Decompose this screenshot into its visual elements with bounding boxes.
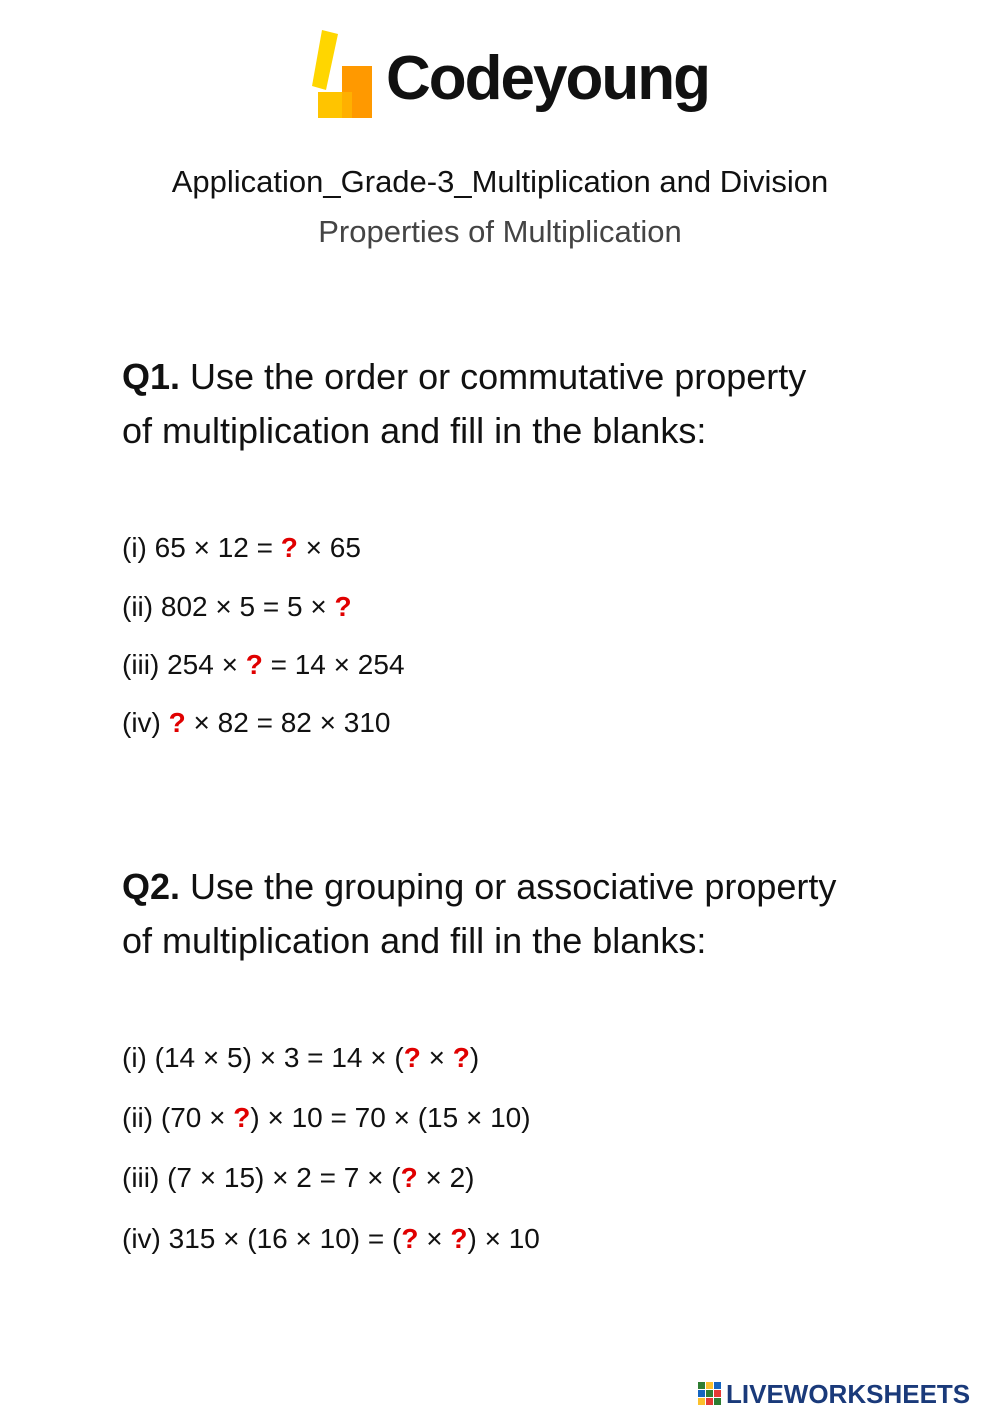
question-2 xyxy=(122,860,842,968)
q1-item-2-part: (ii) 802 × 5 = 5 × xyxy=(122,591,335,622)
question-2-text: Use the grouping or associative property of multiplication and fill in the blanks: xyxy=(122,866,837,961)
liveworksheets-grid-icon xyxy=(698,1382,722,1406)
blank[interactable]: ? xyxy=(400,1162,418,1193)
blank[interactable]: ? xyxy=(245,649,263,680)
worksheet-title: Application_Grade-3_Multiplication and Division xyxy=(171,164,829,199)
blank[interactable]: ? xyxy=(452,1042,470,1073)
q2-item-3-part: (iii) (7 × 15) × 2 = 7 × ( xyxy=(122,1162,401,1193)
q1-item-4-part: × 82 = 82 × 310 xyxy=(185,707,391,738)
q1-item-4 xyxy=(122,709,391,737)
liveworksheets-logo xyxy=(698,1380,994,1408)
q2-item-2-part: (ii) (70 × xyxy=(122,1102,234,1133)
q2-item-3-part: × 2) xyxy=(417,1162,475,1193)
q1-item-2 xyxy=(122,593,352,621)
q2-item-1 xyxy=(122,1044,479,1072)
codeyoung-logo xyxy=(312,30,709,130)
q2-item-4-part: (iv) 315 × (16 × 10) = ( xyxy=(122,1223,402,1254)
q1-item-3 xyxy=(122,651,405,679)
q2-item-4 xyxy=(122,1225,540,1253)
blank[interactable]: ? xyxy=(401,1223,419,1254)
codeyoung-logo-icon xyxy=(312,30,376,122)
codeyoung-logo-text: Codeyoung xyxy=(386,44,709,113)
question-1-label: Q1. xyxy=(122,356,181,397)
question-1-text: Use the order or commutative property of multiplication and fill in the blanks: xyxy=(122,356,807,451)
q1-item-4-part: (iv) xyxy=(122,707,169,738)
question-2-label: Q2. xyxy=(122,866,181,907)
blank[interactable]: ? xyxy=(233,1102,251,1133)
worksheet-subtitle: Properties of Multiplication xyxy=(318,214,682,249)
liveworksheets-text: LIVEWORKSHEETS xyxy=(726,1379,971,1409)
q2-item-2 xyxy=(122,1104,531,1132)
q1-item-1-part: (i) 65 × 12 = xyxy=(122,532,281,563)
q1-item-1-part: × 65 xyxy=(297,532,361,563)
q2-item-4-part: ) × 10 xyxy=(467,1223,540,1254)
q2-item-1-part: ) xyxy=(469,1042,480,1073)
q2-item-1-part: × xyxy=(420,1042,453,1073)
q2-item-2-part: ) × 10 = 70 × (15 × 10) xyxy=(250,1102,531,1133)
q2-item-3 xyxy=(122,1164,475,1192)
blank[interactable]: ? xyxy=(403,1042,421,1073)
q2-item-1-part: (i) (14 × 5) × 3 = 14 × ( xyxy=(122,1042,404,1073)
question-1 xyxy=(122,350,842,458)
blank[interactable]: ? xyxy=(450,1223,468,1254)
q1-item-3-part: (iii) 254 × xyxy=(122,649,246,680)
blank[interactable]: ? xyxy=(280,532,298,563)
blank[interactable]: ? xyxy=(334,591,352,622)
q1-item-1 xyxy=(122,534,361,562)
q1-item-3-part: = 14 × 254 xyxy=(262,649,405,680)
blank[interactable]: ? xyxy=(168,707,186,738)
q2-item-4-part: × xyxy=(418,1223,451,1254)
